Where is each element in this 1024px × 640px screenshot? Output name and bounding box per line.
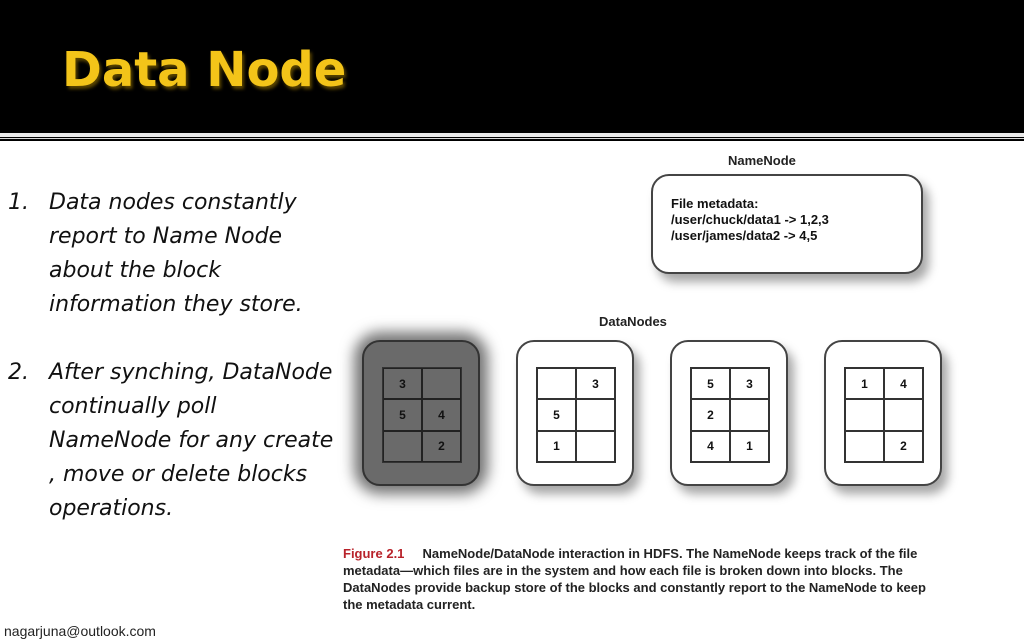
- metadata-line: /user/james/data2 -> 4,5: [671, 228, 818, 243]
- block-cell: 2: [422, 431, 461, 462]
- block-grid: [382, 367, 462, 463]
- title-bar: [0, 0, 1024, 133]
- bullet-text: After synching, DataNode continually poll NameNode for any create , move or delete blocks operations.: [49, 360, 334, 521]
- block-cell: 3: [730, 368, 769, 399]
- figure-caption: [343, 545, 943, 613]
- block-cell: 1: [537, 431, 576, 462]
- block-grid: [690, 367, 770, 463]
- block-cell: 3: [576, 368, 615, 399]
- block-cell: 5: [383, 399, 422, 430]
- block-cell: [845, 399, 884, 430]
- block-cell: [884, 399, 923, 430]
- datanodes-label: DataNodes: [599, 314, 667, 329]
- datanode-box: [824, 340, 942, 486]
- bullet-list: [0, 186, 335, 560]
- datanode-box: [670, 340, 788, 486]
- block-grid: [536, 367, 616, 463]
- block-cell: [845, 431, 884, 462]
- namenode-box: [651, 174, 923, 274]
- block-cell: 5: [537, 399, 576, 430]
- block-grid: [844, 367, 924, 463]
- block-cell: 5: [691, 368, 730, 399]
- block-cell: [537, 368, 576, 399]
- block-cell: 1: [845, 368, 884, 399]
- block-cell: 1: [730, 431, 769, 462]
- datanode-box: [516, 340, 634, 486]
- bullet-item: [0, 356, 335, 526]
- block-cell: [576, 399, 615, 430]
- block-cell: [576, 431, 615, 462]
- block-cell: [422, 368, 461, 399]
- caption-gap: [408, 546, 419, 561]
- block-cell: 4: [422, 399, 461, 430]
- block-cell: 4: [691, 431, 730, 462]
- block-cell: 3: [383, 368, 422, 399]
- title-divider: [0, 133, 1024, 137]
- slide-title: Data Node: [62, 42, 347, 98]
- bullet-number: 2.: [8, 360, 29, 385]
- bullet-item: [0, 186, 335, 322]
- metadata-line: /user/chuck/data1 -> 1,2,3: [671, 212, 829, 227]
- block-cell: 2: [691, 399, 730, 430]
- title-divider-thin: [0, 138, 1024, 139]
- block-cell: 4: [884, 368, 923, 399]
- block-cell: [383, 431, 422, 462]
- caption-text: NameNode/DataNode interaction in HDFS. The NameNode keeps track of the file metadata—which files are in the system and how each file is broken down into blocks. The DataNodes provide backup store of the blocks and constantly report to the NameNode to keep the metadata current.: [343, 546, 926, 612]
- namenode-label: NameNode: [728, 153, 796, 168]
- caption-label: Figure 2.1: [343, 546, 405, 561]
- block-cell: 2: [884, 431, 923, 462]
- datanode-box: [362, 340, 480, 486]
- bullet-number: 1.: [8, 190, 29, 215]
- block-cell: [730, 399, 769, 430]
- metadata-line: File metadata:: [671, 196, 759, 211]
- footer-email: nagarjuna@outlook.com: [4, 623, 156, 639]
- bullet-text: Data nodes constantly report to Name Node about the block information they store.: [49, 190, 303, 317]
- hdfs-figure: [335, 141, 1024, 640]
